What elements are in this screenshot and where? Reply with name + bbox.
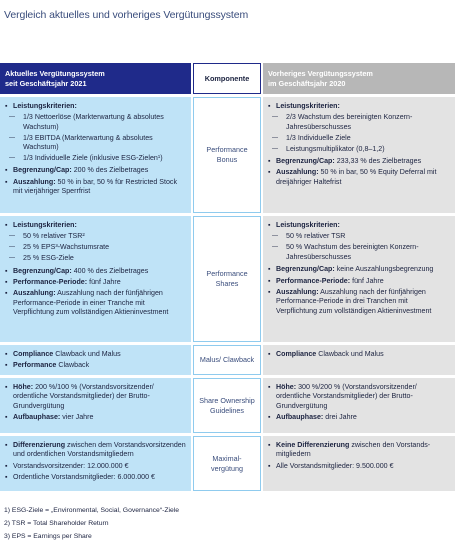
page-title: Vergleich aktuelles und vorheriges Vergütungssystem [4,9,249,21]
malus-previous-cell [263,345,455,375]
sog-current-amount: ▪ Höhe: 200 %/100 % (Vorstandsvorsitzender/ ordentliche Vorstandsmitglieder) der Brutto-Grundvergütung [5,383,186,411]
bonus-previous-cell [263,97,455,213]
bonus-current-criterion-3: — 1/3 Individuelle Ziele (inklusive ESG-Zielen¹) [9,154,186,163]
bonus-previous-payout: ▪ Auszahlung: 50 % in bar, 50 % Equity Deferral mit dreijähriger Haltefrist [268,168,450,187]
shares-current-cap: ▪ Begrenzung/Cap: 400 % des Zielbetrages [5,267,186,276]
shares-current-criterion-3: — 25 % ESG-Ziele [9,254,186,263]
bonus-previous-criterion-1: — 2/3 Wachstum des bereinigten Konzern-Jahresüberschusses [272,113,450,132]
shares-previous-cell [263,216,455,342]
shares-current-period: ▪ Performance-Periode: fünf Jahre [5,278,186,287]
sog-current-cell [0,378,191,433]
header-current-line2: seit Geschäftsjahr 2021 [5,79,87,88]
component-maximum-compensation: Maximal-vergütung [193,436,261,491]
malus-previous-compliance: ▪ Compliance Clawback und Malus [268,350,450,359]
max-previous-all-members: ▪ Alle Vorstandsmitglieder: 9.500.000 € [268,462,450,471]
max-current-members: ▪ Ordentliche Vorstandsmitglieder: 6.000.000 € [5,473,186,482]
malus-current-compliance: ▪ Compliance Clawback und Malus [5,350,186,359]
footnote-esg: 1) ESG-Ziele = „Environmental, Social, Governance“-Ziele [4,507,180,514]
shares-current-payout: ▪ Auszahlung: Auszahlung nach der fünfjährigen Performance-Periode in einer Tranche mit Verpflichtung zum vollständigen Aktieninvestment [5,289,186,317]
bonus-current-cap: ▪ Begrenzung/Cap: 200 % des Zielbetrages [5,166,186,175]
header-component: Komponente [193,63,261,94]
shares-current-criterion-1: — 50 % relativer TSR² [9,232,186,241]
component-performance-shares: Performance Shares [193,216,261,342]
header-previous-system [263,63,455,94]
bonus-previous-criterion-3: — Leistungsmultiplikator (0,8–1,2) [272,145,450,154]
bonus-current-criterion-2: — 1/3 EBITDA (Markterwartung & absolutes Wachstum) [9,134,186,153]
component-performance-bonus: Performance Bonus [193,97,261,213]
header-previous-line2: im Geschäftsjahr 2020 [268,79,346,88]
malus-current-performance: ▪ Performance Clawback [5,361,186,370]
footnote-tsr: 2) TSR = Total Shareholder Return [4,520,109,527]
bonus-current-criteria-label: Leistungskriterien: [13,102,77,110]
shares-previous-criteria-label: Leistungskriterien: [276,221,340,229]
shares-current-cell [0,216,191,342]
bonus-previous-criterion-2: — 1/3 Individuelle Ziele [272,134,450,143]
max-current-cell [0,436,191,491]
shares-previous-cap: ▪ Begrenzung/Cap: keine Auszahlungsbegrenzung [268,265,450,274]
shares-current-criteria-label: Leistungskriterien: [13,221,77,229]
max-current-ceo: ▪ Vorstandsvorsitzender: 12.000.000 € [5,462,186,471]
sog-previous-cell [263,378,455,433]
component-malus-clawback: Malus/ Clawback [193,345,261,375]
bonus-previous-cap: ▪ Begrenzung/Cap: 233,33 % des Zielbetrages [268,157,450,166]
sog-previous-buildup: ▪ Aufbauphase: drei Jahre [268,413,450,422]
bonus-current-cell [0,97,191,213]
shares-previous-payout: ▪ Auszahlung: Auszahlung nach der fünfjährigen Performance-Periode in drei Tranchen mit Verpflichtung zum vollständigen Aktieninvestment [268,288,450,316]
shares-previous-period: ▪ Performance-Periode: fünf Jahre [268,277,450,286]
max-current-differentiation: ▪ Differenzierung zwischen dem Vorstandsvorsitzenden und ordentlichen Vorstandsmitgliedern [5,441,186,460]
header-previous-line1: Vorheriges Vergütungssystem [268,69,373,78]
bonus-previous-criteria-label: Leistungskriterien: [276,102,340,110]
max-previous-cell [263,436,455,491]
footnote-eps: 3) EPS = Earnings per Share [4,533,92,540]
header-current-line1: Aktuelles Vergütungssystem [5,69,105,78]
bonus-current-payout: ▪ Auszahlung: 50 % in bar, 50 % für Restricted Stock mit vierjähriger Sperrfrist [5,178,186,197]
component-share-ownership-guidelines: Share Ownership Guidelines [193,378,261,433]
bonus-current-criterion-1: — 1/3 Nettoerlöse (Markterwartung & absolutes Wachstum) [9,113,186,132]
shares-previous-criterion-1: — 50 % relativer TSR [272,232,450,241]
sog-previous-amount: ▪ Höhe: 300 %/200 % (Vorstandsvorsitzender/ ordentliche Vorstandsmitglieder) der Brutto-Grundvergütung [268,383,450,411]
header-current-system [0,63,191,94]
shares-current-criterion-2: — 25 % EPS³-Wachstumsrate [9,243,186,252]
shares-previous-criterion-2: — 50 % Wachstum des bereinigten Konzern-Jahresüberschusses [272,243,450,262]
max-previous-differentiation: ▪ Keine Differenzierung zwischen den Vorstands-mitgliedern [268,441,450,460]
sog-current-buildup: ▪ Aufbauphase: vier Jahre [5,413,186,422]
malus-current-cell [0,345,191,375]
